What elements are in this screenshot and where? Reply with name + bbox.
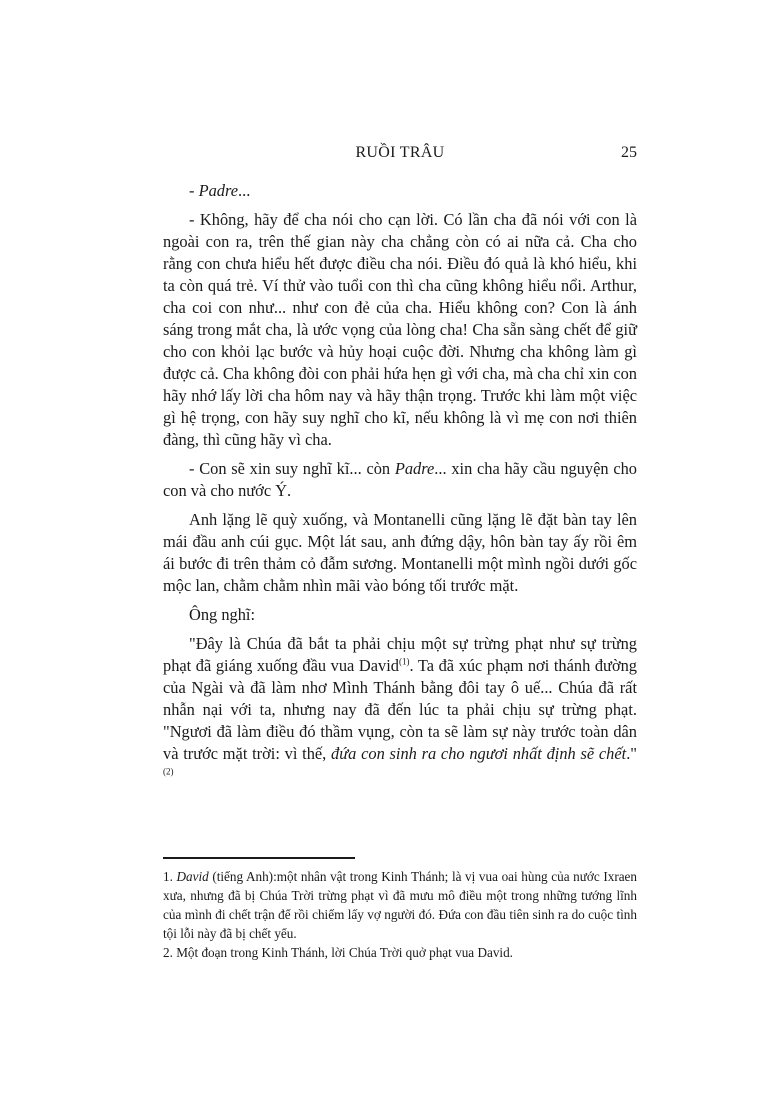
paragraph-5: Ông nghĩ: [189, 605, 256, 624]
paragraph-6: "Đây là Chúa đã bắt ta phải chịu một sự trừng phạt như sự trừng phạt đã giáng xuống đầu vua David$^{(1)}$. Ta đã xúc phạm nơi thánh đường của Ngài và đã làm nhơ Mình Thánh bằng đôi tay ô uế... Chúa đã rất nhẫn nại với ta, nhưng nay đã đến lúc ta phải chịu sự trừng phạt. "Ngươi đã làm điều đó thầm vụng, còn ta sẽ làm sự này trước toàn dân và trước mặt trời: vì thế, đứa con sinh ra cho ngươi nhất định sẽ chết."$^{(2)}$ [163, 634, 637, 777]
paragraph-4: Anh lặng lẽ quỳ xuống, và Montanelli cũng lặng lẽ đặt bàn tay lên mái đầu anh cúi gục. Một lát sau, anh đứng dậy, hôn bàn tay ấy rồi êm ái bước đi trên thảm cỏ đẫm sương. Montanelli một mình ngồi dưới gốc mộc lan, chằm chằm nhìn mãi vào bóng tối trước mặt. [163, 510, 637, 595]
page-number: 25 [621, 144, 637, 161]
footnote-ref-2: (2) [163, 766, 174, 777]
footnote-ref-1: (1) [398, 656, 410, 667]
paragraph-3: - Con sẽ xin suy nghĩ kĩ... còn Padre... xin cha hãy cầu nguyện cho con và cho nước Ý. [163, 459, 637, 500]
italic-quote: đứa con sinh ra cho ngươi nhất định sẽ chết [331, 744, 627, 763]
italic-word: Padre [394, 459, 435, 478]
footnote-2: 2. Một đoạn trong Kinh Thánh, lời Chúa Trời quở phạt vua David. [163, 945, 513, 960]
page-header [163, 144, 637, 164]
footnote-divider [163, 857, 355, 859]
paragraph-2: - Không, hãy để cha nói cho cạn lời. Có lần cha đã nói với con là ngoài con ra, trên thế gian này cha chẳng còn có ai nữa cả. Cha cho rằng con chưa hiểu hết được điều cha nói. Điều đó quả là khó hiểu, khi ta còn quá trẻ. Ví thử vào tuổi con thì cha cũng không hiểu nổi. Arthur, cha coi con như... như con đẻ của cha. Hiểu không con? Con là ánh sáng trong mắt cha, là ước vọng của lòng cha! Cha sẵn sàng chết để giữ cho con khỏi lạc bước và hủy hoại cuộc đời. Nhưng cha không làm gì được cả. Cha không đòi con phải hứa hẹn gì với cha, mà cha chỉ xin con hãy nhớ lấy lời cha hôm nay và hãy thận trọng. Trước khi làm một việc gì hệ trọng, con hãy suy nghĩ cho kĩ, nếu không là vì mẹ con nơi thiên đàng, thì cũng hãy vì cha. [163, 210, 637, 449]
running-title: RUỒI TRÂU [355, 144, 445, 161]
body-text [163, 180, 637, 787]
italic-word: David [176, 869, 209, 884]
paragraph-1: - Padre... [189, 181, 251, 200]
book-page [163, 0, 637, 1111]
footnotes [163, 867, 637, 962]
footnote-1: 1. David (tiếng Anh):một nhân vật trong Kinh Thánh; là vị vua oai hùng của nước Ixraen xưa, nhưng đã bị Chúa Trời trừng phạt vì đã mưu mô điều một trong những tướng lĩnh của mình đi chết trận để rồi chiếm lấy vợ người đó. Đứa con đầu tiên sinh ra do cuộc tình tội lỗi này đã bị chết yểu. [163, 869, 638, 941]
italic-word: Padre [198, 181, 239, 200]
